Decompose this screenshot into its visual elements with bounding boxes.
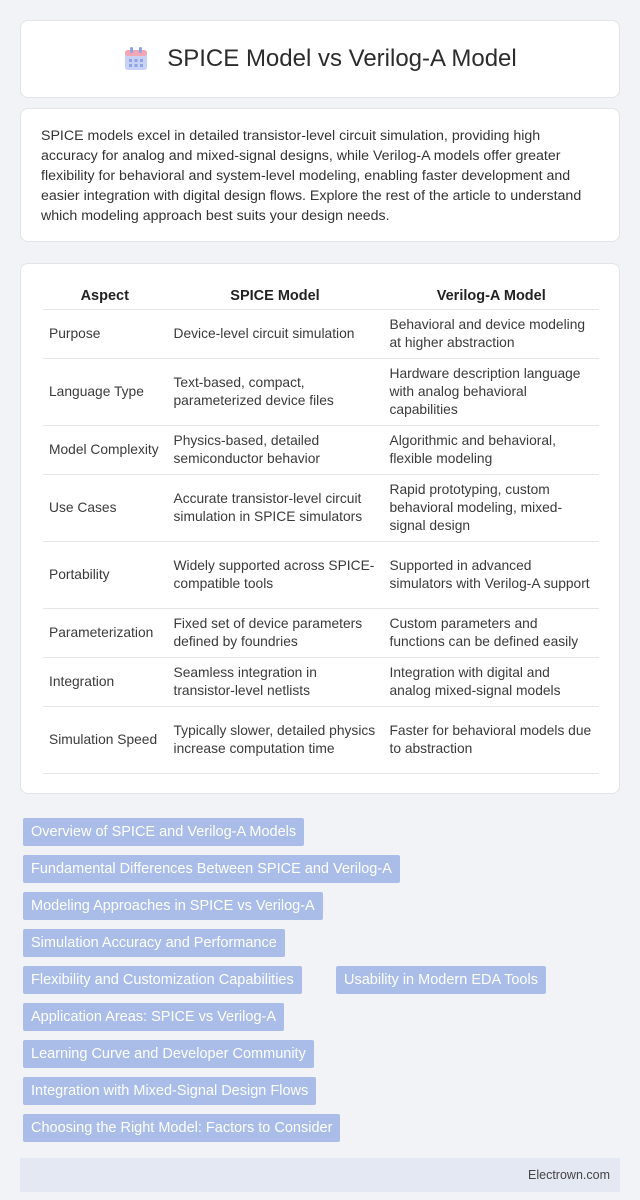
topic-link-flexibility[interactable]: Flexibility and Customization Capabilities [23,966,302,994]
table-row [43,541,599,608]
cell-spice: Fixed set of device parameters defined by foundries [167,608,383,657]
cell-verilog-a: Hardware description language with analog behavioral capabilities [383,358,599,425]
table-row [43,309,599,358]
cell-aspect: Language Type [43,358,167,425]
cell-aspect: Purpose [43,309,167,358]
header-verilog-a-model: Verilog-A Model [383,284,599,309]
cell-verilog-a: Custom parameters and functions can be defined easily [383,608,599,657]
cell-aspect: Use Cases [43,474,167,541]
table-row [43,706,599,773]
cell-verilog-a: Faster for behavioral models due to abstraction [383,706,599,773]
intro-card [20,108,620,242]
cell-verilog-a: Supported in advanced simulators with Verilog-A support [383,541,599,608]
intro-paragraph: SPICE models excel in detailed transistor-level circuit simulation, providing high accuracy for analog and mixed-signal designs, while Verilog-A models offer greater flexibility for behavioral and system-level modeling, enabling faster development and easier integration with digital design flows. Explore the rest of the article to understand which modeling approach best suits your design needs. [41,128,582,224]
header-aspect: Aspect [43,284,167,309]
table-row [43,474,599,541]
topic-link-accuracy-performance[interactable]: Simulation Accuracy and Performance [23,929,285,957]
cell-spice: Physics-based, detailed semiconductor behavior [167,425,383,474]
cell-spice: Typically slower, detailed physics increase computation time [167,706,383,773]
cell-spice: Device-level circuit simulation [167,309,383,358]
page-title: SPICE Model vs Verilog-A Model [167,45,517,72]
title-card [20,20,620,98]
comparison-table [43,284,599,774]
cell-spice: Widely supported across SPICE-compatible tools [167,541,383,608]
table-row [43,608,599,657]
topic-link-modeling-approaches[interactable]: Modeling Approaches in SPICE vs Verilog-A [23,892,323,920]
topic-link-overview[interactable]: Overview of SPICE and Verilog-A Models [23,818,304,846]
topic-link-learning-curve[interactable]: Learning Curve and Developer Community [23,1040,314,1068]
table-row [43,358,599,425]
cell-verilog-a: Algorithmic and behavioral, flexible modeling [383,425,599,474]
cell-aspect: Simulation Speed [43,706,167,773]
cell-spice: Text-based, compact, parameterized device files [167,358,383,425]
table-row [43,657,599,706]
topic-link-integration[interactable]: Integration with Mixed-Signal Design Flows [23,1077,316,1105]
cell-verilog-a: Behavioral and device modeling at higher abstraction [383,309,599,358]
comparison-table-card [20,263,620,794]
topic-link-usability[interactable]: Usability in Modern EDA Tools [336,966,546,994]
cell-spice: Seamless integration in transistor-level netlists [167,657,383,706]
topic-link-fundamental-differences[interactable]: Fundamental Differences Between SPICE and Verilog-A [23,855,400,883]
cell-aspect: Model Complexity [43,425,167,474]
cell-aspect: Portability [43,541,167,608]
calendar-grid-icon [123,46,149,72]
table-header-row [43,284,599,309]
cell-aspect: Integration [43,657,167,706]
header-spice-model: SPICE Model [167,284,383,309]
cell-verilog-a: Integration with digital and analog mixed-signal models [383,657,599,706]
cell-spice: Accurate transistor-level circuit simulation in SPICE simulators [167,474,383,541]
topic-link-choosing-model[interactable]: Choosing the Right Model: Factors to Consider [23,1114,340,1142]
cell-aspect: Parameterization [43,608,167,657]
table-row [43,425,599,474]
footer-site-name: Electrown.com [528,1168,610,1182]
cell-verilog-a: Rapid prototyping, custom behavioral modeling, mixed-signal design [383,474,599,541]
footer [20,1158,620,1192]
topic-link-application-areas[interactable]: Application Areas: SPICE vs Verilog-A [23,1003,284,1031]
